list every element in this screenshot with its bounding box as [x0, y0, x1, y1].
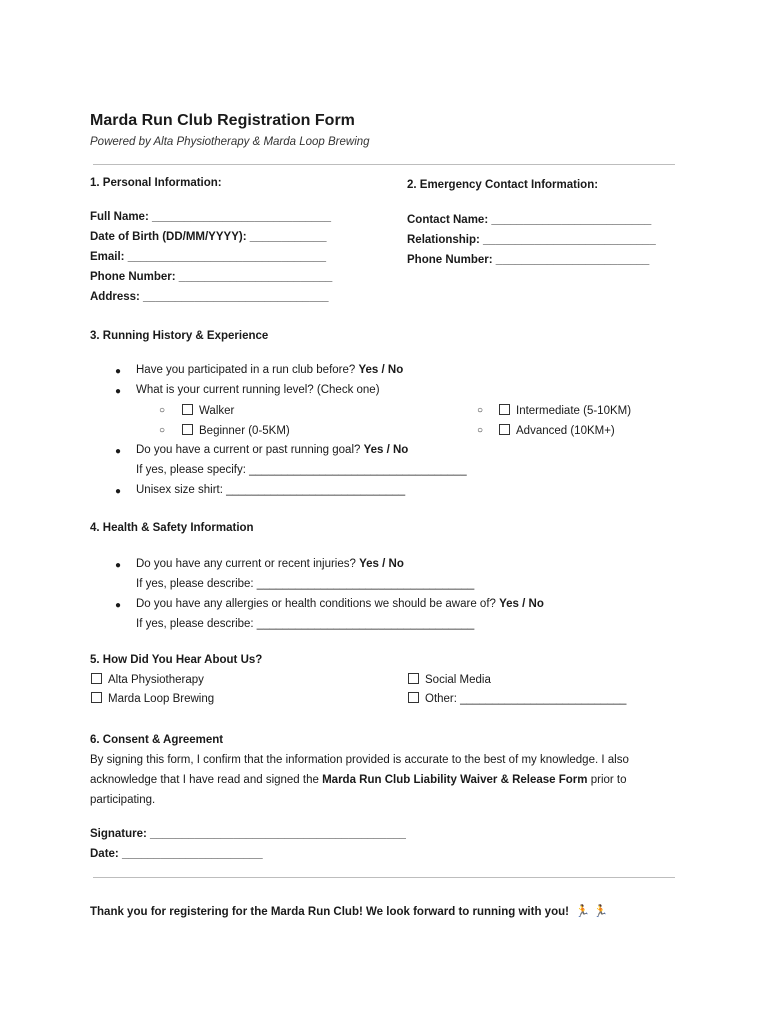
checkbox-icon[interactable]	[499, 404, 510, 415]
bullet-icon: ●	[115, 486, 122, 497]
running-q3-answer[interactable]: Yes / No	[363, 444, 409, 456]
walker-label: Walker	[199, 405, 235, 417]
circle-bullet-icon: ○	[159, 425, 166, 436]
divider-bottom	[93, 877, 675, 878]
health-q1	[136, 558, 404, 570]
health-q2	[136, 598, 544, 610]
other-label: Other: __________________________	[425, 693, 627, 705]
consent-text-after: prior to participating.	[90, 774, 627, 806]
health-q1-answer[interactable]: Yes / No	[359, 558, 404, 570]
checkbox-icon[interactable]	[408, 692, 419, 703]
health-q2-text: Do you have any allergies or health conditions we should be aware of?	[136, 598, 496, 610]
checkbox-beginner[interactable]	[182, 424, 290, 437]
section-personal-heading: 1. Personal Information:	[90, 177, 222, 189]
running-q3-text: Do you have a current or past running goal?	[136, 444, 361, 456]
checkbox-icon[interactable]	[91, 692, 102, 703]
emergency-contact-name-field[interactable]: Contact Name: _________________________	[407, 214, 652, 226]
footer-thanks-text: Thank you for registering for the Marda Run Club! We look forward to running with you!	[90, 906, 569, 918]
date-field[interactable]: Date: ______________________	[90, 848, 263, 860]
emergency-relationship-field[interactable]: Relationship: ___________________________	[407, 234, 656, 246]
checkbox-alta-physiotherapy[interactable]	[91, 673, 204, 686]
checkbox-walker[interactable]	[182, 404, 234, 417]
checkbox-social-media[interactable]	[408, 673, 491, 686]
brewing-label: Marda Loop Brewing	[108, 693, 215, 705]
section-hear-heading: 5. How Did You Hear About Us?	[90, 654, 263, 666]
running-q1	[136, 364, 403, 376]
bullet-icon: ●	[115, 560, 122, 571]
bullet-icon: ●	[115, 366, 122, 377]
running-q1-answer[interactable]: Yes / No	[358, 364, 404, 376]
checkbox-intermediate[interactable]	[499, 404, 631, 417]
runner-icon: 🏃 🏃	[574, 904, 609, 918]
checkbox-other[interactable]	[408, 692, 626, 705]
signature-field[interactable]: Signature: ________________________________________	[90, 828, 406, 840]
checkbox-icon[interactable]	[182, 424, 193, 435]
circle-bullet-icon: ○	[477, 425, 484, 436]
circle-bullet-icon: ○	[159, 405, 166, 416]
waiver-name: Marda Run Club Liability Waiver & Release Form	[322, 774, 588, 786]
checkbox-icon[interactable]	[182, 404, 193, 415]
bullet-icon: ●	[115, 386, 122, 397]
shirt-size-field[interactable]: Unisex size shirt: ____________________________	[136, 484, 406, 496]
alta-label: Alta Physiotherapy	[108, 674, 204, 686]
injury-describe-field[interactable]: If yes, please describe: __________________________________	[136, 578, 475, 590]
full-name-field[interactable]: Full Name: ____________________________	[90, 211, 332, 223]
running-q1-text: Have you participated in a run club before?	[136, 364, 356, 376]
beginner-label: Beginner (0-5KM)	[199, 425, 290, 437]
running-q3	[136, 444, 408, 456]
consent-paragraph	[90, 750, 670, 810]
bullet-icon: ●	[115, 446, 122, 457]
email-field[interactable]: Email: _______________________________	[90, 251, 326, 263]
page-subtitle: Powered by Alta Physiotherapy & Marda Loop Brewing	[90, 136, 370, 148]
divider-top	[93, 164, 675, 165]
section-running-heading: 3. Running History & Experience	[90, 330, 269, 342]
section-health-heading: 4. Health & Safety Information	[90, 522, 254, 534]
running-q2: What is your current running level? (Check one)	[136, 384, 380, 396]
intermediate-label: Intermediate (5-10KM)	[516, 405, 632, 417]
checkbox-advanced[interactable]	[499, 424, 615, 437]
consent-text-before: By signing this form, I confirm that the information provided is accurate to the best of my knowledge. I also acknowledge that I have read and signed the	[90, 754, 629, 786]
circle-bullet-icon: ○	[477, 405, 484, 416]
address-field[interactable]: Address: _____________________________	[90, 291, 329, 303]
checkbox-icon[interactable]	[408, 673, 419, 684]
running-goal-specify-field[interactable]: If yes, please specify: __________________________________	[136, 464, 467, 476]
section-consent-heading: 6. Consent & Agreement	[90, 734, 224, 746]
footer-thanks	[90, 904, 608, 918]
section-emergency-heading: 2. Emergency Contact Information:	[407, 179, 599, 191]
emergency-phone-field[interactable]: Phone Number: ________________________	[407, 254, 650, 266]
dob-field[interactable]: Date of Birth (DD/MM/YYYY): ____________	[90, 231, 327, 243]
checkbox-icon[interactable]	[499, 424, 510, 435]
advanced-label: Advanced (10KM+)	[516, 425, 615, 437]
allergy-describe-field[interactable]: If yes, please describe: __________________________________	[136, 618, 475, 630]
health-q2-answer[interactable]: Yes / No	[499, 598, 544, 610]
health-q1-text: Do you have any current or recent injuries?	[136, 558, 356, 570]
phone-field[interactable]: Phone Number: ________________________	[90, 271, 333, 283]
social-media-label: Social Media	[425, 674, 491, 686]
page-title: Marda Run Club Registration Form	[90, 112, 355, 129]
checkbox-icon[interactable]	[91, 673, 102, 684]
checkbox-marda-loop-brewing[interactable]	[91, 692, 214, 705]
bullet-icon: ●	[115, 600, 122, 611]
